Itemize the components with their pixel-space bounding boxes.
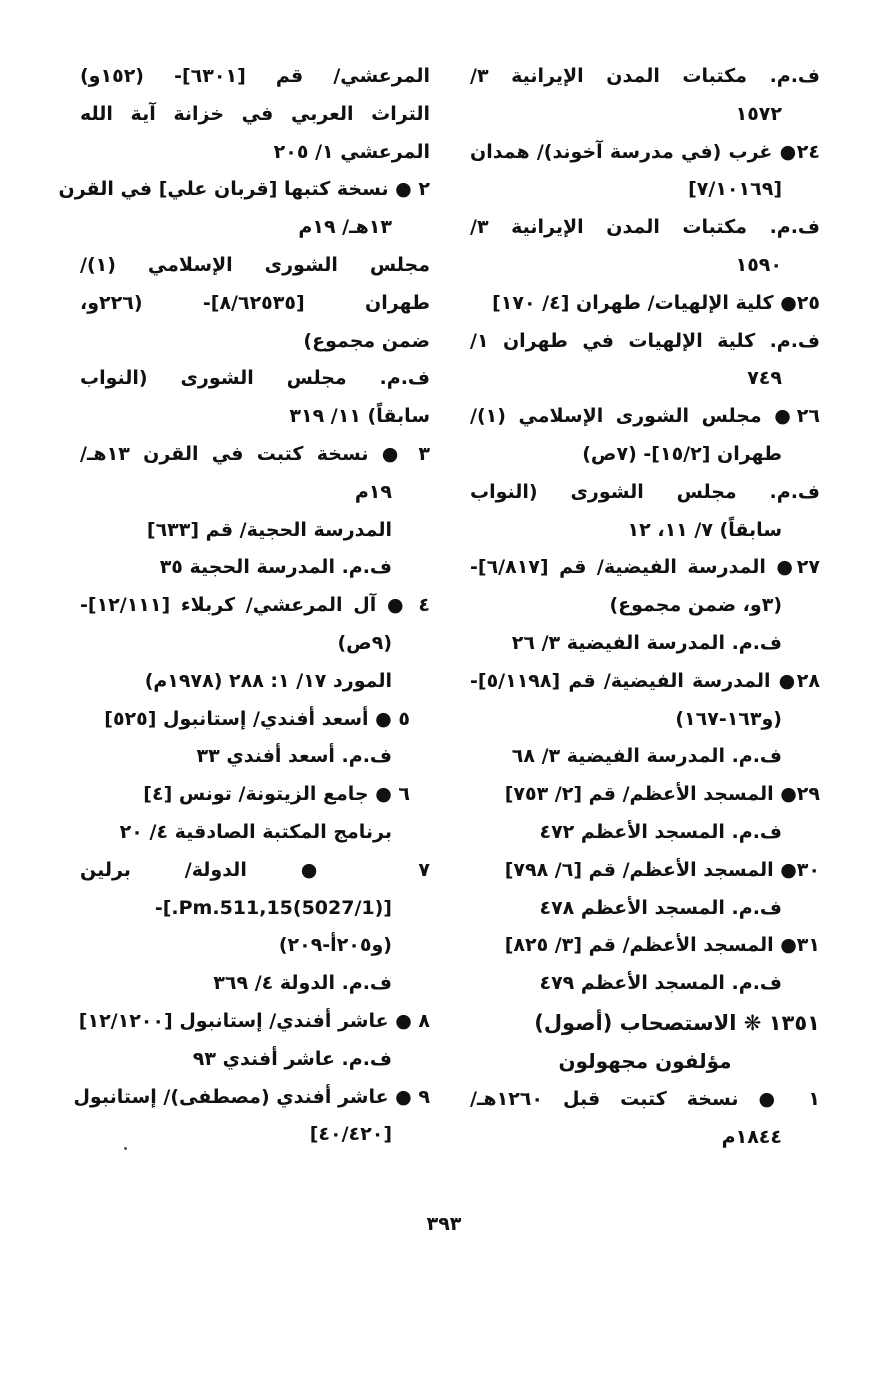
entry-line: ٩ ● عاشر أفندي (مصطفى)/ إستانبول [73, 1085, 430, 1108]
left-column [58, 58, 430, 1154]
text-line: المرعشي ١/ ٢٠٥ [273, 140, 430, 163]
entry-line: ١ ● نسخة كتبت قبل ١٢٦٠هـ/ [470, 1087, 820, 1110]
text-line: ١٥٧٢ [735, 102, 782, 125]
text-line: (٩ص) [337, 631, 392, 654]
section-heading: ١٣٥١ ❋ الاستصحاب (أصول) [534, 1010, 820, 1035]
text-line: المدرسة الحجية/ قم [٦٣٣] [146, 518, 392, 541]
text-line: ف.م. مكتبات المدن الإيرانية ٣/ [470, 65, 820, 87]
text-line: ف.م. المسجد الأعظم ٤٧٩ [539, 972, 782, 995]
text-line: ف.م. كلية الإلهيات في طهران ١/ [470, 329, 820, 352]
entry-line: ٨ ● عاشر أفندي/ إستانبول [١٢/١٢٠٠] [78, 1009, 430, 1032]
entry-line: ٥ ● أسعد أفندي/ إستانبول [٥٢٥] [104, 707, 410, 730]
text-line: ف.م. عاشر أفندي ٩٣ [192, 1047, 392, 1070]
entry-line: ٦ ● جامع الزيتونة/ تونس [٤] [143, 783, 410, 806]
text-line: سابقاً) ٧/ ١١، ١٢ [627, 518, 782, 541]
entry-line: ٢٧● المدرسة الفيضية/ قم [٦/٨١٧]- [470, 556, 820, 579]
text-line: ف.م. الدولة ٤/ ٣٦٩ [213, 972, 392, 995]
scan-speck [124, 1147, 127, 1150]
text-line: (٣و، ضمن مجموع) [609, 594, 782, 617]
text-line: سابقاً) ١١/ ٣١٩ [289, 405, 430, 428]
text-line: طهران [٨/٦٢٥٣٥]- (٢٢٦و، [80, 291, 430, 314]
text-line: [(5027/1)Pm.511,15.]- [154, 896, 392, 919]
text-line: ٧٤٩ [747, 367, 782, 390]
text-line: ضمن مجموع) [303, 329, 430, 352]
text-line: ف.م. المدرسة الفيضية ٣/ ٢٦ [511, 631, 782, 654]
text-line: ١٣هـ/ ١٩م [298, 216, 392, 239]
entry-line: ٢٨● المدرسة الفيضية/ قم [٥/١١٩٨]- [470, 669, 820, 692]
text-line: التراث العربي في خزانة آية الله [80, 102, 430, 125]
entry-line: ٧ ● الدولة/ برلين [80, 858, 430, 881]
entry-line: ٢ ● نسخة كتبها [قربان علي] في القرن [58, 178, 430, 201]
entry-line: ٣ ● نسخة كتبت في القرن ١٣هـ/ [80, 442, 430, 465]
text-line: برنامج المكتبة الصادقية ٤/ ٢٠ [119, 820, 392, 843]
text-line: (و١٦٣-١٦٧) [675, 707, 782, 730]
entry-line: ٤ ● آل المرعشي/ كربلاء [١٢/١١١]- [80, 594, 430, 617]
text-line: ف.م. المسجد الأعظم ٤٧٨ [539, 896, 782, 919]
text-line: ف.م. مجلس الشورى (النواب [80, 367, 430, 390]
entry-line: ٢٦● مجلس الشورى الإسلامي (١)/ [470, 405, 820, 428]
entry-line: ٢٥● كلية الإلهيات/ طهران [٤/ ١٧٠] [492, 291, 820, 314]
right-column [470, 58, 820, 1156]
text-line: المورد ١٧/ ١: ٢٨٨ (١٩٧٨م) [144, 669, 392, 692]
text-line: ف.م. المسجد الأعظم ٤٧٢ [539, 820, 782, 843]
text-line: ف.م. المدرسة الحجية ٣٥ [159, 556, 392, 579]
text-line: ف.م. مجلس الشورى (النواب [470, 480, 820, 503]
text-line: ١٥٩٠ [735, 253, 782, 276]
text-line: ١٩م [354, 480, 392, 503]
text-line: ف.م. المدرسة الفيضية ٣/ ٦٨ [511, 745, 782, 768]
text-line: [٧/١٠١٦٩] [688, 178, 782, 201]
text-line: المرعشي/ قم [٦٣٠١]- (١٥٢و) [80, 65, 430, 87]
text-line: مجلس الشورى الإسلامي (١)/ [80, 253, 430, 276]
text-line: ف.م. أسعد أفندي ٣٣ [196, 745, 392, 768]
entry-line: ٢٩● المسجد الأعظم/ قم [٢/ ٧٥٣] [504, 783, 820, 806]
entry-line: ٣١● المسجد الأعظم/ قم [٣/ ٨٢٥] [504, 934, 820, 957]
text-line: (و٢٠٥أ-٢٠٩) [278, 934, 392, 957]
subsection-heading: مؤلفون مجهولون [558, 1048, 732, 1073]
text-line: ١٨٤٤م [721, 1125, 782, 1148]
entry-line: ٢٤● غرب (في مدرسة آخوند)/ همدان [470, 140, 820, 163]
text-line: ف.م. مكتبات المدن الإيرانية ٣/ [470, 216, 820, 239]
text-line: طهران [١٥/٢]- (٧ص) [582, 442, 782, 465]
text-line: [٤٠/٤٢٠] [309, 1123, 392, 1146]
entry-line: ٣٠● المسجد الأعظم/ قم [٦/ ٧٩٨] [504, 858, 820, 881]
page-number: ٣٩٣ [426, 1213, 462, 1235]
